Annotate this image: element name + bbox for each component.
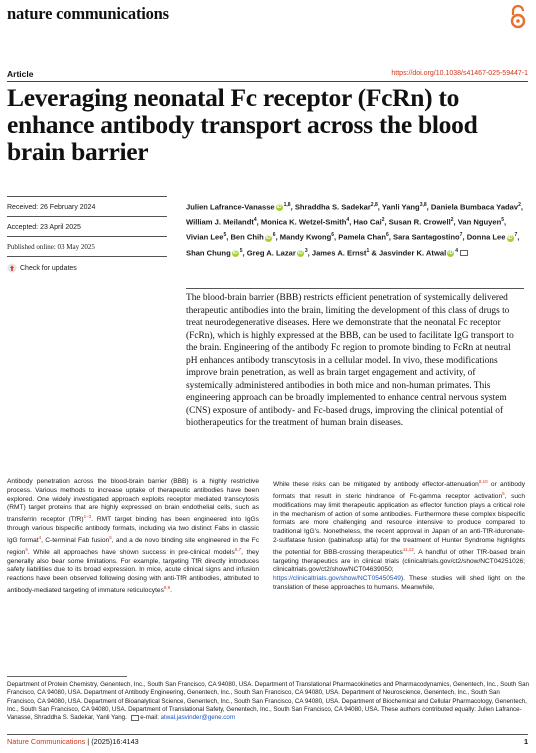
article-title: Leveraging neonatal Fc receptor (FcRn) to enhance antibody transport across the blood brain barrier	[7, 83, 478, 166]
divider	[7, 734, 528, 735]
body-text: .	[170, 587, 172, 594]
divider	[7, 81, 528, 82]
email-icon[interactable]	[460, 250, 468, 256]
author-separator: ,	[384, 217, 389, 227]
author-separator: ,	[377, 202, 382, 212]
author-separator: ,	[290, 202, 295, 212]
author-name[interactable]: Mandy Kwong	[279, 233, 332, 242]
author-name[interactable]: Shraddha S. Sadekar	[294, 202, 371, 212]
reference-link[interactable]: 1–3	[83, 514, 92, 519]
affiliation-marker: 2	[450, 217, 454, 224]
affiliation-marker: 5	[239, 247, 243, 254]
author-list	[186, 199, 526, 260]
affiliation-marker: 4	[253, 217, 257, 224]
body-text: , C-terminal Fab fusion	[41, 536, 110, 544]
body-text: , such modifications may limit therapeutic application as effector function plays a critical role in the mechanism of action of some antibodies. Furthermore these complex bispecific formats are more challenging and resource intensive to produce compared to traditional IgG's. Nonetheless, the recent approval in Japan of an anti-TfR-iduronate-2-sulfatase fusion (pabinafusp alfa) for the treatment of Hunter Syndrome highlights the potential for BBB-crossing therapeutics	[273, 493, 526, 556]
body-text: Antibody penetration across the blood-brain barrier (BBB) is a highly restrictive process. Various methods to increase uptake of therapeutic antibodies have been explored. One widely investigated approach exploits receptor mediated transcytosis (RMT) target proteins that are highly expressed on brain endothelial cells, such as transferrin receptor (TfR)	[7, 478, 259, 524]
author-name[interactable]: Shan Chung	[186, 248, 231, 258]
affiliation-marker: 2	[381, 217, 385, 224]
author-name[interactable]: Jasvinder K. Atwal	[378, 248, 447, 258]
author-separator: ,	[520, 202, 524, 212]
body-column-left	[7, 478, 259, 596]
affiliation-marker: 5	[223, 232, 227, 239]
author-separator: &	[369, 248, 379, 258]
author-separator: ,	[307, 248, 312, 258]
affiliation-marker: 3	[304, 247, 308, 254]
author-name[interactable]: Vivian Lee	[186, 233, 224, 242]
email-icon	[131, 715, 139, 721]
author-name[interactable]: Daniela Bumbaca Yadav	[430, 202, 519, 212]
affiliation-marker: 4	[346, 217, 350, 224]
author-separator: ,	[504, 217, 507, 227]
body-text: , and a de novo binding site engineered in the Fc region	[7, 536, 259, 556]
footer-volume: | (2025)16:4143	[85, 737, 139, 746]
orcid-icon[interactable]: iD	[297, 249, 303, 256]
article-type-label: Article	[7, 69, 34, 79]
affiliation-marker: 1	[366, 247, 370, 254]
affiliations-footnote	[7, 681, 529, 722]
author-name[interactable]: Yanli Yang	[381, 202, 420, 212]
affiliation-marker: 1,8	[283, 202, 291, 208]
check-updates-label: Check for updates	[20, 264, 77, 272]
author-separator: ,	[517, 233, 520, 242]
reference-link[interactable]: 8,10	[478, 479, 488, 484]
affiliation-marker: 3,8	[419, 202, 427, 208]
article-dates	[7, 196, 167, 273]
orcid-icon[interactable]: iD	[265, 234, 271, 241]
body-column-right	[273, 478, 525, 593]
author-name[interactable]: Ben Chih	[230, 233, 264, 242]
body-text: . While all approaches have shown success in pre-clinical models	[27, 548, 235, 556]
author-name[interactable]: Greg A. Lazar	[246, 248, 296, 258]
body-text: , they generally also bear some limitations. For example, targeting TfR directly introduces safety liabilities due to its broad expression. In mice, acute clinical signs and infusion reactions have been observed following dosing with anti-TfR antibodies, attributed to antibody-mediated targeting of immature reticulocytes	[7, 548, 259, 594]
author-name[interactable]: Julien Lafrance-Vanasse	[186, 202, 275, 212]
abstract: The blood-brain barrier (BBB) restricts efficient penetration of systemically delivered therapeutic antibodies into the brain, limiting the development of this class of drugs to treat neurodegenerative diseases. Here we demonstrate that the neonatal Fc receptor (FcRn), which is highly expressed at the BBB, can be used to facilitate IgG transport to the brain. Engineering of the antibody Fc region to promote binding to FcRn at neutral pH enhances antibody transcytosis in a cellular model. In vivo, these modifications improve brain penetration, as well as brain target engagement and activity, of systemically administered antibodies in both mice and non-human primates. This engineering approach can be broadly implemented to enhance central nervous system (CNS) exposure of antibody- and Fc-based drugs, improving the clinical potential of biotherapeutics for the treatment of human brain diseases.	[186, 293, 514, 428]
affiliation-marker: 7	[514, 232, 518, 239]
reference-link[interactable]: 6,7	[234, 546, 242, 552]
open-access-icon	[510, 4, 526, 30]
page-number: 1	[523, 737, 528, 746]
footer-citation	[7, 737, 139, 746]
affiliation-marker: 6	[272, 232, 276, 239]
footer-journal[interactable]: Nature Communications	[7, 737, 86, 746]
body-text: . A handful of other TfR-based brain targeting therapeutics are in clinical trials (clinicaltrials.gov/ct2/show/NCT04251026; clinicaltrials.gov/ct2/show/NCT04639050;	[273, 548, 526, 574]
body-text: . RMT target binding has been engineered into IgGs through various bispecific antibody formats, including via two distinct Fabs in classic IgG format	[7, 516, 259, 544]
check-for-updates-button[interactable]	[7, 260, 167, 273]
doi-link[interactable]: https://doi.org/10.1038/s41467-025-59447-1	[391, 70, 528, 77]
author-separator: ,	[462, 233, 467, 242]
divider	[186, 288, 524, 289]
received-date: Received: 26 February 2024	[7, 204, 96, 211]
orcid-icon[interactable]: iD	[448, 249, 454, 256]
author-name[interactable]: Hao Cai	[353, 217, 382, 227]
reference-link[interactable]: 11,12	[402, 546, 414, 552]
affiliation-marker: 2,8	[370, 202, 378, 208]
author-separator: ,	[334, 233, 339, 242]
author-separator: ,	[242, 248, 247, 258]
body-text: ). These studies will shed light on the translation of these approaches to humans. Meanwhile,	[273, 575, 525, 591]
affiliations-text: Department of Protein Chemistry, Genentech, Inc., South San Francisco, CA 94080, USA. Department of Translational Pharmacokinetics and Pharmacodynamics, Genentech, Inc., South San Francisco, CA 94080, USA. Department of Antibody Engineering, Genentech, Inc., South San Francisco, CA 94080, USA. Department of Neuroscience, Genentech, Inc., South San Francisco, CA 94080, USA. Department of Bioanalytical Science, Genentech, Inc., South San Francisco, CA 94080, USA. Department of Biochemical and Cellular Pharmacology, Genentech, Inc., South San Francisco, CA 94080, USA. Department of Translational Safety, Genentech, Inc., South San Francisco, CA 94080, USA. These authors contributed equally: Julien Lafrance-Vanasse, Shraddha S. Sadekar, Yanli Yang.	[7, 681, 529, 722]
orcid-icon[interactable]: iD	[232, 249, 238, 256]
author-separator: ,	[453, 217, 458, 227]
reference-link[interactable]: 4	[38, 534, 42, 540]
affiliation-marker: 6	[331, 232, 335, 239]
author-name[interactable]: Donna Lee	[466, 233, 506, 242]
author-name[interactable]: Pamela Chan	[338, 233, 386, 242]
journal-name[interactable]: nature communications	[7, 4, 169, 23]
author-name[interactable]: Sara Santagostino	[393, 233, 460, 242]
author-separator: ,	[388, 233, 393, 242]
journal-header	[7, 4, 526, 44]
orcid-icon[interactable]: iD	[507, 234, 513, 241]
author-separator: ,	[256, 217, 261, 227]
body-text: While these risks can be mitigated by antibody effector-attenuation	[273, 481, 479, 489]
divider	[7, 676, 127, 677]
divider	[7, 216, 167, 217]
accepted-date: Accepted: 23 April 2025	[7, 224, 81, 231]
email-label: e-mail:	[140, 714, 159, 722]
body-text: or antibody formats that result in steric hindrance of Fc-gamma receptor activation	[273, 481, 525, 501]
author-name[interactable]: James A. Ernst	[311, 248, 367, 258]
reference-link[interactable]: 5	[109, 534, 112, 540]
divider	[7, 196, 167, 197]
clinical-trial-link[interactable]: https://clinicaltrials.gov/show/NCT05450549	[273, 575, 401, 583]
affiliation-marker: 5	[501, 217, 505, 224]
reference-link[interactable]: 6	[25, 546, 28, 552]
affiliation-marker: 7	[459, 232, 463, 239]
author-name[interactable]: Monica K. Wetzel-Smith	[260, 217, 347, 227]
author-name[interactable]: William J. Meilandt	[186, 217, 254, 227]
author-separator: ,	[426, 202, 431, 212]
reference-link[interactable]: 8,9	[163, 584, 171, 590]
orcid-icon[interactable]: iD	[276, 204, 282, 211]
author-separator: ,	[275, 233, 280, 242]
divider	[7, 236, 167, 237]
author-separator: ,	[226, 233, 231, 242]
author-name[interactable]: Susan R. Crowell	[388, 217, 451, 227]
affiliation-marker: 2	[518, 202, 521, 208]
affiliation-marker: 4	[455, 247, 458, 254]
email-link[interactable]: atwal.jasvinder@gene.com	[160, 714, 235, 722]
divider	[7, 256, 167, 257]
affiliation-marker: 6	[385, 232, 389, 239]
check-updates-icon	[7, 263, 17, 273]
reference-link[interactable]: 5	[502, 490, 505, 496]
author-name[interactable]: Van Nguyen	[457, 217, 502, 227]
published-date: Published online: 03 May 2025	[7, 243, 95, 251]
author-separator: ,	[349, 217, 354, 227]
